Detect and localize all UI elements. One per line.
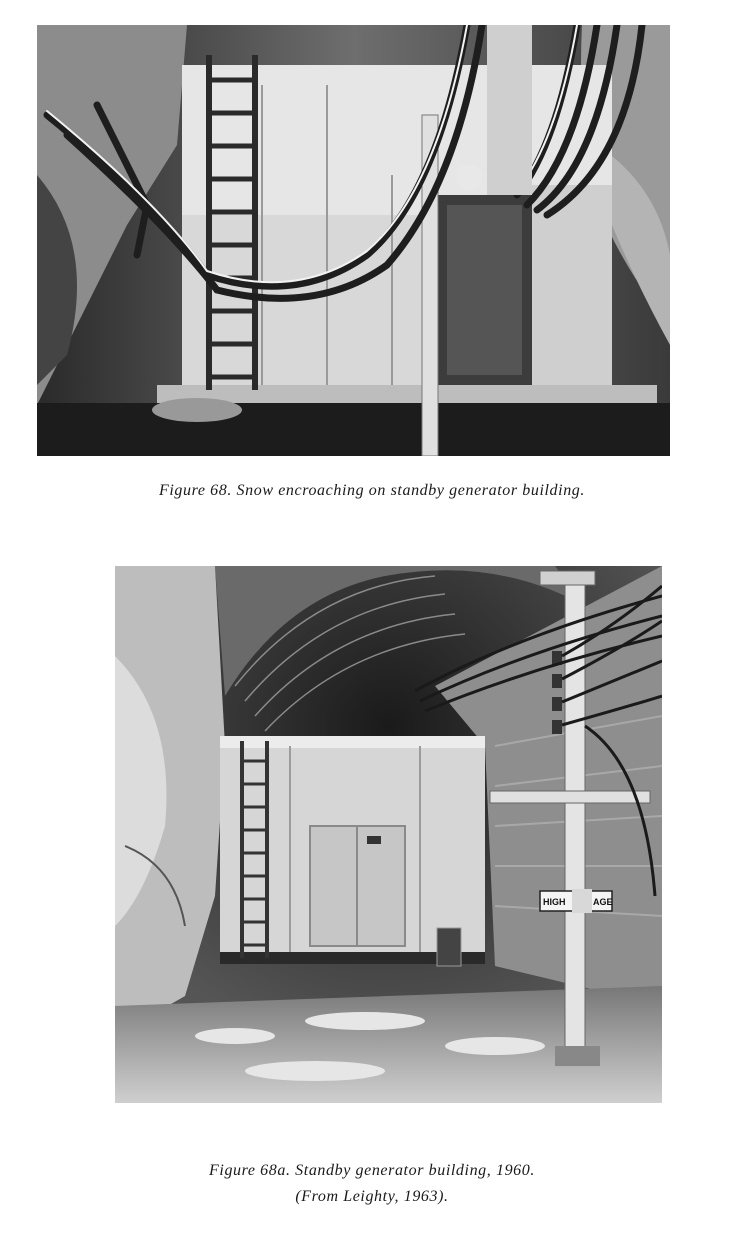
sign-text-right: AGE [593, 897, 613, 907]
figure-68-image [37, 25, 670, 456]
figure-68a-image [115, 566, 662, 1103]
figure-68a-caption-line-1: Figure 68a. Standby generator building, 1960. [209, 1162, 535, 1179]
figure-68a-photo [115, 566, 662, 1103]
sign-text-left: HIGH [543, 897, 566, 907]
figure-68-caption: Figure 68. Snow encroaching on standby generator building. [158, 482, 586, 499]
figure-68-photo [37, 25, 670, 456]
figure-68a-caption-line-2: (From Leighty, 1963). [295, 1188, 449, 1205]
figure-68a-caption [0, 1158, 744, 1210]
